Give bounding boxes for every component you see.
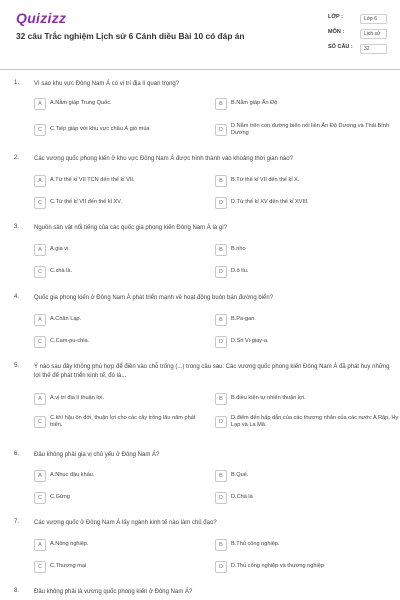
option-letter-badge: B [215,314,227,326]
option-text: C.chà là. [50,268,73,274]
option-letter-badge: B [215,393,227,405]
option-text: C.Tiếp giáp với khu vực châu Á gió mùa [50,126,150,132]
option-text: A.Nằm giáp Trung Quốc. [50,100,112,106]
question-number: 1. [14,80,20,86]
option-text: A.Nông nghiệp. [50,541,89,547]
subject-label: MÔN : [328,29,345,35]
question-number: 2. [14,155,20,161]
option-text: C.Cam-pu-chia. [50,338,90,344]
option-letter-badge: C [34,492,46,504]
option-letter-badge: C [34,416,46,428]
quizizz-logo: Quizizz [16,10,67,26]
question-number: 3. [14,224,20,230]
option-letter-badge: B [215,98,227,110]
subject-value: Lịch sử [360,29,387,39]
option-text: A.Từ thế kỉ VII TCN đến thế kỉ VII. [50,177,135,183]
option-letter-badge: D [215,197,227,209]
option-letter-badge: D [215,416,227,428]
option-letter-badge: A [34,470,46,482]
question-number: 6. [14,451,20,457]
option-letter-badge: B [215,175,227,187]
question-text: Các vương quốc ở Đông Nam Á lấy ngành kinh tế nào làm chủ đạo? [34,520,217,526]
question-number: 7. [14,519,20,525]
option-text: D.Sri Vi-giay-a. [231,338,269,344]
option-text: B.Nằm giáp Ấn Độ [231,100,278,106]
option-text: D.Nằm trên con đường biển nối liền Ấn Độ Dương và Thái Bình Dương [231,123,390,136]
question-number: 5. [14,363,20,369]
worksheet-title: 32 câu Trắc nghiệm Lịch sử 6 Cánh diều Bài 10 có đáp án [16,31,245,41]
option-text: D.điểm đến hấp dẫn của các thương nhân của các nước A Rập, Hy Lạp và La Mã. [231,415,399,428]
option-text: B.nho [231,246,246,252]
option-text: C.Thương mại [50,563,87,569]
count-value: 32 [360,44,387,54]
option-letter-badge: B [215,470,227,482]
option-text: D.Chà là [231,494,253,500]
option-letter-badge: A [34,393,46,405]
option-letter-badge: A [34,539,46,551]
option-text: C.khí hậu ôn đới, thuận lợi cho các cây trồng lâu năm phát triển. [50,415,196,428]
option-text: A.gia vị. [50,246,70,252]
option-letter-badge: D [215,266,227,278]
option-text: C.Từ thế kỉ VII đến thế kỉ XV. [50,199,122,205]
option-text: D.ô liu. [231,268,249,274]
question-text: Các vương quốc phong kiến ở khu vực Đông Nam Á được hình thành vào khoảng thời gian nào? [34,156,293,162]
option-letter-badge: C [34,561,46,573]
question-number: 4. [14,294,20,300]
option-letter-badge: C [34,336,46,348]
option-letter-badge: D [215,124,227,136]
class-label: LỚP : [328,14,343,20]
option-letter-badge: D [215,561,227,573]
question-text: Vì sao khu vực Đông Nam Á có vị trí địa lí quan trọng? [34,81,180,87]
option-text: A.Chân Lạp. [50,316,82,322]
option-text: B.Quế. [231,472,249,478]
option-text: A.Nhục đậu khấu. [50,472,95,478]
option-letter-badge: C [34,197,46,209]
option-letter-badge: A [34,244,46,256]
question-text: Ý nào sau đây không phù hợp để điền vào chỗ trống (...) trong câu sau: Các vương quốc phong kiến Đông Nam Á đã phát huy những lợi thế để phát triển kinh tế, đó là... [34,364,390,379]
option-text: C.Gừng [50,494,70,500]
option-letter-badge: B [215,539,227,551]
option-letter-badge: D [215,492,227,504]
count-label: SỐ CÂU : [328,44,353,50]
option-text: B.Thủ công nghiệp. [231,541,280,547]
option-letter-badge: B [215,244,227,256]
question-number: 8. [14,588,20,594]
option-letter-badge: C [34,124,46,136]
option-letter-badge: A [34,314,46,326]
option-letter-badge: A [34,175,46,187]
question-text: Đâu không phải gia vị chủ yếu ở Đông Nam Á? [34,452,160,458]
option-letter-badge: D [215,336,227,348]
option-text: B.điều kiện tự nhiên thuận lợi. [231,395,306,401]
option-letter-badge: C [34,266,46,278]
option-text: D.Từ thế kỉ XV đến thế kỉ XVIII. [231,199,309,205]
question-text: Nguồn sản vật nổi tiếng của các quốc gia phong kiến Đông Nam Á là gì? [34,225,228,231]
question-text: Đâu không phải là vương quốc phong kiến ở Đông Nam Á? [34,589,193,595]
option-text: B.Từ thế kỉ VII đến thế kỉ X. [231,177,300,183]
option-text: A.vị trí địa lí thuận lợi. [50,395,105,401]
class-value: Lớp 6 [360,14,387,24]
option-text: D.Thủ công nghiệp và thương nghiệp [231,563,324,569]
option-letter-badge: A [34,98,46,110]
option-text: B.Pa-gan. [231,316,256,322]
worksheet-header [0,0,400,70]
question-text: Quốc gia phong kiến ở Đông Nam Á phát triển mạnh về hoạt động buôn bán đường biển? [34,295,274,301]
